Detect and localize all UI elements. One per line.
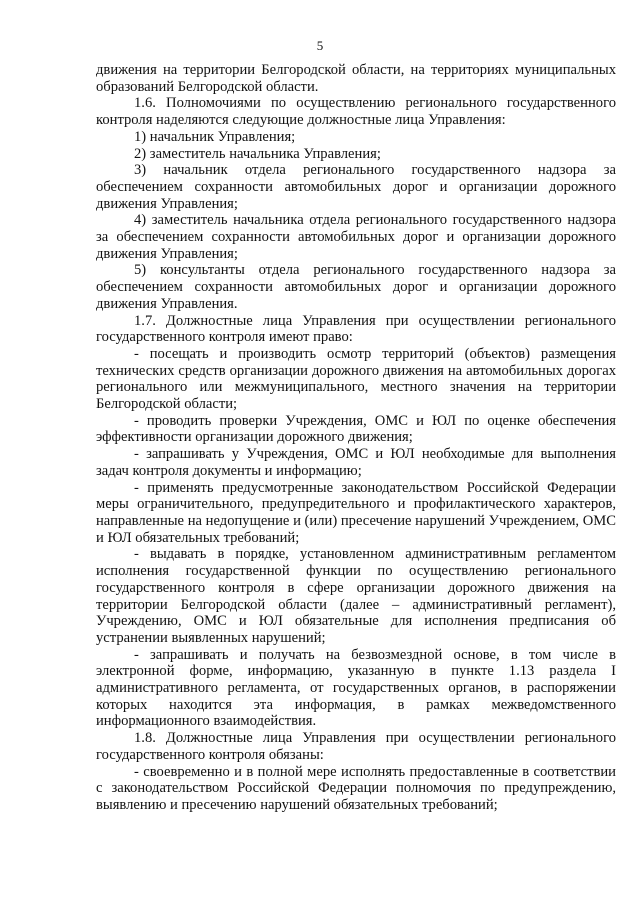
paragraph: 1.7. Должностные лица Управления при осуществлении регионального государственного контроля имеют право: xyxy=(96,312,616,346)
paragraph: - своевременно и в полной мере исполнять предоставленные в соответствии с законодательством Российской Федерации полномочия по предупреждению, выявлению и пресечению нарушений обязательных требований; xyxy=(96,763,616,813)
paragraph: движения на территории Белгородской области, на территориях муниципальных образований Белгородской области. xyxy=(96,62,616,95)
paragraph: 3) начальник отдела регионального государственного надзора за обеспечением сохранности автомобильных дорог и организации дорожного движения Управления; xyxy=(96,162,616,212)
paragraph: 1) начальник Управления; xyxy=(134,128,296,145)
paragraph: - запрашивать и получать на безвозмездной основе, в том числе в электронной форме, информацию, указанную в пункте 1.13 раздела I административного регламента, от государственных органов, в распоряжении которых находится эта информация, в рамках межведомственного информационного взаимодействия. xyxy=(96,646,616,730)
paragraph: 4) заместитель начальника отдела регионального государственного надзора за обеспечением сохранности автомобильных дорог и организации дорожного движения Управления; xyxy=(96,212,616,262)
paragraph: 2) заместитель начальника Управления; xyxy=(134,145,381,162)
paragraph: 1.6. Полномочиями по осуществлению регионального государственного контроля наделяются следующие должностные лица Управления: xyxy=(96,95,616,129)
document-body xyxy=(96,62,616,814)
paragraph: - посещать и производить осмотр территорий (объектов) размещения технических средств организации дорожного движения на автомобильных дорогах регионального или межмуниципального, местного значения на территории Белгородской области; xyxy=(96,345,616,413)
page-number: 5 xyxy=(316,38,324,53)
paragraph: - проводить проверки Учреждения, ОМС и ЮЛ по оценке обеспечения эффективности организации дорожного движения; xyxy=(96,412,616,446)
paragraph: 5) консультанты отдела регионального государственного надзора за обеспечением сохранности автомобильных дорог и организации дорожного движения Управления. xyxy=(96,262,616,312)
paragraph: - выдавать в порядке, установленном административным регламентом исполнения государственной функции по осуществлению регионального государственного контроля в сфере организации дорожного движения на территории Белгородской области (далее – административный регламент), Учреждению, ОМС и ЮЛ обязательные для исполнения предписания об устранении выявленных нарушений; xyxy=(96,546,616,646)
paragraph: - запрашивать у Учреждения, ОМС и ЮЛ необходимые для выполнения задач контроля документы и информацию; xyxy=(96,446,616,479)
paragraph: 1.8. Должностные лица Управления при осуществлении регионального государственного контроля обязаны: xyxy=(96,730,616,763)
paragraph: - применять предусмотренные законодательством Российской Федерации меры ограничительного, предупредительного и профилактического характеров, направленные на недопущение и (или) пресечение нарушений Учреждением, ОМС и ЮЛ обязательных требований; xyxy=(96,479,616,546)
